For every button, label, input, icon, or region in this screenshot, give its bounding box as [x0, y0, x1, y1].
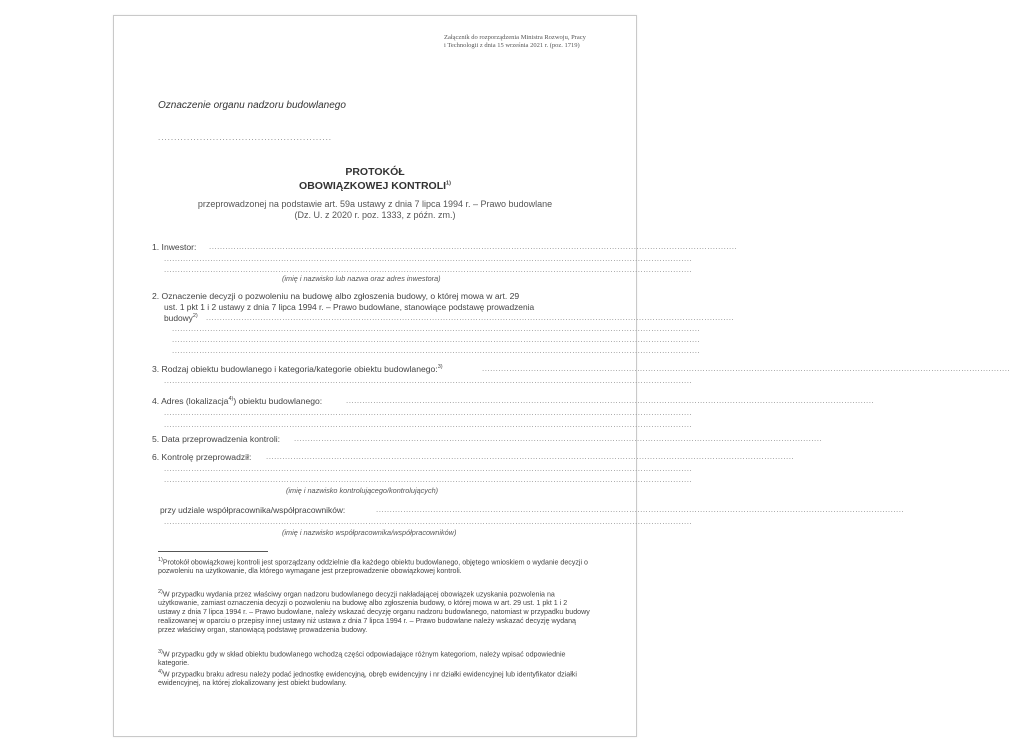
investor-fill-line-2[interactable]: ..................................................................................................................................................................................................	[164, 254, 693, 263]
address-fill-line-2[interactable]: ..................................................................................................................................................................................................	[164, 408, 693, 417]
object-type-fill-line-2[interactable]: ..................................................................................................................................................................................................	[164, 376, 693, 385]
address-label	[152, 396, 322, 406]
coworkers-caption: (imię i nazwisko współpracownika/współpracowników)	[282, 528, 457, 537]
investor-caption: (imię i nazwisko lub nazwa oraz adres inwestora)	[282, 274, 441, 283]
decision-fill-line-4[interactable]: ..................................................................................................................................................................................................	[172, 346, 701, 355]
document-title-line-1: PROTOKÓŁ	[345, 166, 405, 178]
address-text-a: 4. Adres (lokalizacja	[152, 396, 229, 406]
legal-basis-line-2: i Technologii z dnia 15 września 2021 r. (poz. 1719)	[444, 42, 580, 49]
coworkers-fill-line-2[interactable]: ..................................................................................................................................................................................................	[164, 517, 693, 526]
footnote-3-text: W przypadku gdy w skład obiektu budowlanego wchodzą części odpowiadające różnym kategoriom, należy wpisać odpowiednie kategorie.	[158, 650, 566, 668]
footnote-separator	[158, 551, 268, 552]
footnote-4-number: 4)	[158, 669, 163, 675]
inspection-date-label: 5. Data przeprowadzenia kontroli:	[152, 434, 281, 444]
footnote-4-text: W przypadku braku adresu należy podać jednostkę ewidencyjną, obręb ewidencyjny i nr działki ewidencyjnej lub identyfikator działki ewidencyjnej, na której zlokalizowany jest obiekt budowlany.	[158, 670, 577, 688]
footnote-2-number: 2)	[158, 589, 163, 595]
legal-basis-note	[444, 34, 586, 50]
decision-label-line-1: 2. Oznaczenie decyzji o pozwoleniu na budowę albo zgłoszenia budowy, o której mowa w art. 29	[152, 291, 520, 301]
document-page	[113, 15, 1010, 737]
footnote-1-number: 1)	[158, 557, 163, 563]
inspectors-label: 6. Kontrolę przeprowadził:	[152, 452, 252, 462]
legal-basis-line-1: Załącznik do rozporządzenia Ministra Rozwoju, Pracy	[444, 34, 586, 41]
inspectors-fill-line-1[interactable]: ..................................................................................................................................................................................................	[266, 452, 795, 461]
inspectors-caption: (imię i nazwisko kontrolującego/kontrolujących)	[286, 486, 439, 495]
investor-fill-line-1[interactable]: ..................................................................................................................................................................................................	[209, 242, 738, 251]
inspectors-fill-line-2[interactable]: ..................................................................................................................................................................................................	[164, 464, 693, 473]
decision-fill-line-2[interactable]: ..................................................................................................................................................................................................	[172, 324, 701, 333]
object-type-fill-line-1[interactable]: ..................................................................................................................................................................................................	[482, 364, 1010, 373]
object-type-footnote-ref: 3)	[437, 364, 443, 371]
subtitle-line-1: przeprowadzonej na podstawie art. 59a ustawy z dnia 7 lipca 1994 r. – Prawo budowlane	[197, 199, 553, 209]
object-type-text: 3. Rodzaj obiektu budowlanego i kategoria/kategorie obiektu budowlanego:	[152, 364, 438, 374]
decision-footnote-ref: 2)	[192, 313, 198, 320]
footnote-1	[158, 556, 590, 576]
org-fill-line[interactable]: ......................................................	[158, 133, 333, 142]
coworkers-fill-line-1[interactable]: ..................................................................................................................................................................................................	[376, 505, 905, 514]
address-fill-line-1[interactable]: ..................................................................................................................................................................................................	[346, 396, 875, 405]
decision-fill-line-3[interactable]: ..................................................................................................................................................................................................	[172, 335, 701, 344]
coworkers-label: przy udziale współpracownika/współpracowników:	[160, 505, 346, 515]
decision-label-line-2: ust. 1 pkt 1 i 2 ustawy z dnia 7 lipca 1994 r. – Prawo budowlane, stanowiące podstawę prowadzenia	[164, 302, 535, 312]
object-type-label	[152, 364, 443, 374]
investor-fill-line-3[interactable]: ..................................................................................................................................................................................................	[164, 265, 693, 274]
decision-label-line-3	[164, 313, 198, 323]
footnote-2-text: W przypadku wydania przez właściwy organ nadzoru budowlanego decyzji nakładającej obowiązek uzyskania pozwolenia na użytkowanie, zamiast oznaczenia decyzji o pozwoleniu na budowę albo zgłoszenia budowy, o której mowa w art. 29 ust. 1 pkt 1 i 2 ustawy z dnia 7 lipca 1994 r. – Prawo budowlane, należy wskazać decyzję organu nadzoru budowlanego, natomiast w przypadku budowy realizowanej w oparciu o przepisy innej ustawy niż ustawa z dnia 7 lipca 1994 r. – Prawo budowlane należy wskazać decyzję wydaną przez właściwy organ, stanowiącą podstawę prowadzenia budowy.	[158, 590, 590, 635]
subtitle-line-2: (Dz. U. z 2020 r. poz. 1333, z późn. zm.)	[294, 210, 456, 220]
footnote-3	[158, 648, 590, 668]
title-footnote-ref: 1)	[446, 180, 451, 187]
footnote-2	[158, 588, 590, 635]
inspectors-fill-line-3[interactable]: ..................................................................................................................................................................................................	[164, 475, 693, 484]
decision-text: budowy	[164, 313, 193, 323]
address-footnote-ref: 4)	[228, 396, 234, 403]
org-label: Oznaczenie organu nadzoru budowlanego	[158, 100, 346, 111]
inspection-date-fill-line[interactable]: ..................................................................................................................................................................................................	[294, 434, 823, 443]
address-text-b: ) obiektu budowlanego:	[233, 396, 323, 406]
footnote-3-number: 3)	[158, 649, 163, 655]
decision-fill-line-1[interactable]: ..................................................................................................................................................................................................	[206, 313, 735, 322]
address-fill-line-3[interactable]: ..................................................................................................................................................................................................	[164, 420, 693, 429]
investor-label: 1. Inwestor:	[152, 242, 197, 252]
title-text: OBOWIĄZKOWEJ KONTROLI	[299, 180, 447, 192]
document-title-line-2	[114, 180, 636, 192]
footnote-1-text: Protokół obowiązkowej kontroli jest sporządzany oddzielnie dla każdego obiektu budowlanego, objętego wnioskiem o wydanie decyzji o pozwoleniu na użytkowanie, dla którego wymagane jest przeprowadzenie obowiązkowej kontroli.	[158, 558, 588, 576]
footnote-4	[158, 668, 590, 688]
